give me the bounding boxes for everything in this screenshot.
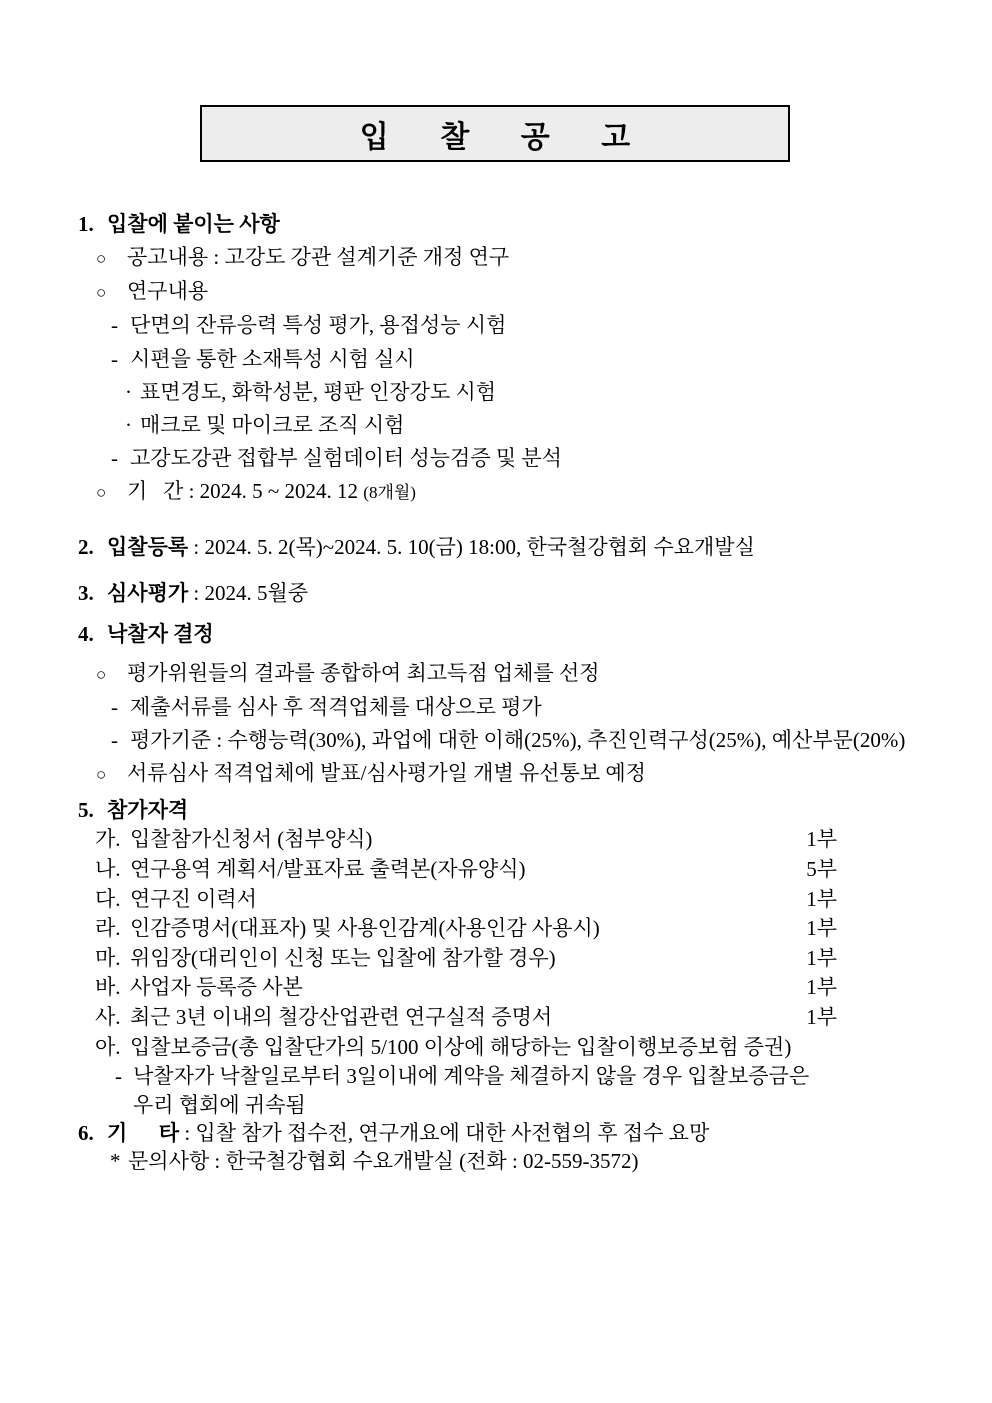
item-label: 마. [95,945,121,970]
list-item [78,376,992,409]
section-number: 5. [78,798,94,823]
list-item [78,409,992,442]
section-4 [78,618,992,792]
section-6-line [78,1119,992,1147]
copy-count: 5부 [806,857,837,882]
section-4-heading [78,618,992,651]
page-title: 입 찰 공 고 [359,120,653,154]
item-text: 평가위원들의 결과를 종합하여 최고득점 업체를 선정 [127,660,600,685]
dash-bullet: - [111,446,118,471]
copy-count [827,1033,837,1063]
item-text: 매크로 및 마이크로 조직 시험 [140,413,405,438]
dash-bullet: - [111,346,118,371]
item-text: 서류심사 적격업체에 발표/심사평가일 개별 유선통보 예정 [127,761,646,786]
list-item [78,241,992,275]
section-text: : 2024. 5. 2(목)~2024. 5. 10(금) 18:00, 한국철강협회 수요개발실 [188,534,755,559]
item-text: 낙찰자가 낙찰일로부터 3일이내에 계약을 체결하지 않을 경우 입찰보증금은 [133,1064,810,1089]
attachment-row [78,973,837,1003]
item-text: 단면의 잔류응력 특성 평가, 용접성능 시험 [130,313,507,338]
section-number: 6. [78,1121,94,1145]
section-number: 3. [78,580,94,605]
list-item [78,442,992,475]
dash-bullet: - [111,728,118,753]
dash-bullet: - [115,1064,122,1089]
section-heading-text: 심사평가 [107,580,189,605]
item-text: 고강도강관 접합부 실험데이터 성능검증 및 분석 [130,446,562,471]
section-5-heading [78,796,837,825]
item-text: 인감증명서(대표자) 및 사용인감계(사용인감 사용시) [130,916,600,941]
item-text: 공고내용 : 고강도 강관 설계기준 개정 연구 [127,245,510,269]
item-text: 우리 협회에 귀속됨 [133,1092,306,1117]
item-text: 사업자 등록증 사본 [130,975,303,1000]
circle-bullet: ○ [96,283,107,303]
circle-bullet: ○ [96,765,107,785]
section-3-line [78,577,992,610]
copy-count: 1부 [806,916,837,941]
section-1-heading [78,208,992,241]
list-item [78,724,992,757]
section-5 [78,796,992,1119]
list-item [78,657,992,691]
list-item [78,343,992,376]
circle-bullet: ○ [96,249,107,268]
section-heading-text: 기 타 [107,1121,180,1145]
section-text: : 입찰 참가 접수전, 연구개요에 대한 사전협의 후 접수 요망 [179,1121,710,1145]
section-3 [78,577,992,610]
title-box [200,105,790,162]
item-text: 평가기준 : 수행능력(30%), 과업에 대한 이해(25%), 추진인력구성(25%), 예산부문(20%) [130,728,906,753]
section-6 [78,1119,992,1175]
section-text: : 2024. 5월중 [188,580,309,605]
dash-bullet: - [111,694,118,719]
item-text: 위임장(대리인이 신청 또는 입찰에 참가할 경우) [130,945,556,970]
section-heading-text: 낙찰자 결정 [107,621,214,646]
item-label: 다. [95,886,121,911]
copy-count: 1부 [806,1005,837,1029]
item-text: 연구용역 계획서/발표자료 출력본(자유양식) [130,857,526,882]
dash-bullet: - [111,313,118,338]
item-label: 사. [95,1005,121,1029]
item-text: 시편을 통한 소재특성 시험 실시 [130,346,415,371]
section-number: 2. [78,534,94,559]
item-label: 라. [95,916,121,941]
attachment-row [78,944,837,974]
item-text: 연구내용 [127,279,209,304]
item-text: 입찰보증금(총 입찰단가의 5/100 이상에 해당하는 입찰이행보증보험 증권) [130,1034,792,1059]
section-heading-text: 참가자격 [107,798,189,823]
list-item [78,691,992,724]
asterisk-marker: * [110,1149,121,1173]
section-heading-text: 입찰등록 [107,534,189,559]
item-label: 바. [95,975,121,1000]
copy-count: 1부 [806,945,837,970]
attachment-row [78,914,837,944]
dot-bullet: · [125,413,132,438]
item-text: 최근 3년 이내의 철강산업관련 연구실적 증명서 [130,1005,553,1029]
dot-bullet: · [125,379,132,404]
item-text: 기 간 : 2024. 5 ~ 2024. 12 [127,479,364,504]
list-item-continuation [78,1091,837,1119]
attachment-row [78,855,837,885]
attachment-row [78,825,837,855]
item-text: 연구진 이력서 [130,886,257,911]
section-2 [78,531,992,564]
contact-note [78,1147,992,1175]
list-item [78,1062,837,1090]
circle-bullet: ○ [96,483,107,503]
item-text: 입찰참가신청서 (첨부양식) [130,827,373,852]
attachment-row [78,885,837,915]
attachment-row [78,1003,837,1033]
section-2-line [78,531,992,564]
section-heading-text: 입찰에 붙이는 사항 [107,212,280,236]
list-item [78,275,992,309]
section-number: 4. [78,621,94,646]
copy-count: 1부 [806,827,837,852]
item-text: 제출서류를 심사 후 적격업체를 대상으로 평가 [130,694,542,719]
item-label: 아. [95,1034,121,1059]
copy-count: 1부 [806,975,837,1000]
list-item [78,757,992,791]
attachment-row [78,1033,837,1063]
list-item [78,309,992,342]
item-text: 문의사항 : 한국철강협회 수요개발실 (전화 : 02-559-3572) [128,1149,639,1173]
circle-bullet: ○ [96,664,107,684]
document-body [0,208,992,1175]
copy-count: 1부 [806,886,837,911]
list-item [78,475,992,509]
section-1 [78,208,992,510]
section-number: 1. [78,212,94,236]
item-text: 표면경도, 화학성분, 평판 인장강도 시험 [140,379,497,404]
item-label: 나. [95,857,121,882]
item-text-small: (8개월) [363,483,416,503]
item-label: 가. [95,827,121,852]
